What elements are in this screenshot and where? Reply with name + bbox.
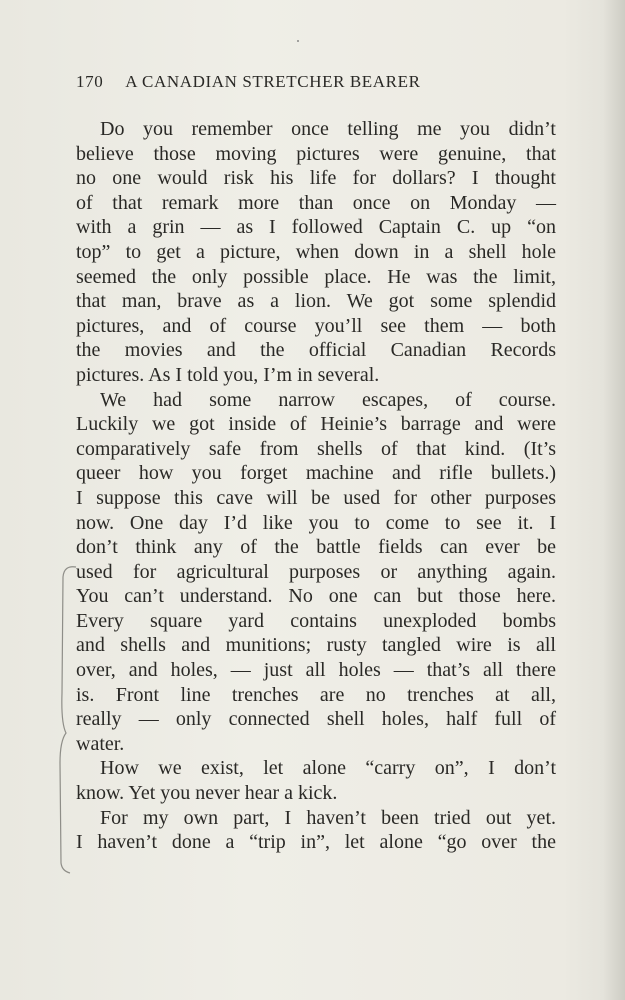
text-line: the movies and the official Canadian Records [76, 339, 556, 362]
text-line: now. One day I’d like you to come to see it. I [76, 511, 556, 534]
text-line: believe those moving pictures were genuine, that [76, 142, 556, 165]
paragraph-4 [76, 806, 556, 855]
page-gutter-shadow [603, 0, 625, 1000]
running-title: A CANADIAN STRETCHER BEARER [125, 72, 421, 91]
text-line: of that remark more than once on Monday — [76, 191, 556, 214]
text-line: over, and holes, — just all holes — that’s all there [76, 659, 556, 682]
text-line: For my own part, I haven’t been tried out yet. [100, 806, 556, 829]
text-line: know. Yet you never hear a kick. [76, 782, 338, 805]
text-line: How we exist, let alone “carry on”, I don’t [100, 757, 556, 780]
text-line: top” to get a picture, when down in a shell hole [76, 240, 556, 263]
print-speck [297, 40, 299, 42]
text-line: I suppose this cave will be used for other purposes [76, 486, 556, 509]
text-line: water. [76, 732, 125, 755]
paragraph-1 [76, 117, 556, 388]
paragraph-2 [76, 388, 556, 757]
text-line: pictures. As I told you, I’m in several. [76, 363, 380, 386]
running-header [76, 72, 556, 92]
text-line: that man, brave as a lion. We got some splendid [76, 290, 556, 313]
text-line: queer how you forget machine and rifle bullets.) [76, 462, 556, 485]
text-line: and shells and munitions; rusty tangled wire is all [76, 634, 556, 657]
text-line: no one would risk his life for dollars? I thought [76, 167, 556, 190]
text-line: seemed the only possible place. He was the limit, [76, 265, 556, 288]
text-line: Do you remember once telling me you didn’t [100, 118, 556, 140]
text-line: I haven’t done a “trip in”, let alone “go over the [76, 831, 556, 854]
text-line: used for agricultural purposes or anything again. [76, 560, 556, 583]
text-line: really — only connected shell holes, half full of [76, 708, 556, 731]
body-text [76, 117, 556, 855]
text-line: We had some narrow escapes, of course. [100, 388, 556, 411]
pencil-margin-bracket [58, 563, 78, 875]
text-line: You can’t understand. No one can but those here. [76, 585, 556, 608]
paragraph-3 [76, 756, 556, 805]
text-line: with a grin — as I followed Captain C. up “on [76, 216, 556, 239]
text-line: is. Front line trenches are no trenches at all, [76, 683, 556, 706]
text-line: Every square yard contains unexploded bombs [76, 609, 556, 632]
text-line: don’t think any of the battle fields can ever be [76, 536, 556, 559]
text-line: Luckily we got inside of Heinie’s barrage and were [76, 413, 556, 436]
text-line: comparatively safe from shells of that kind. (It’s [76, 437, 556, 460]
page-number: 170 [76, 72, 104, 91]
text-line: pictures, and of course you’ll see them — both [76, 314, 556, 337]
